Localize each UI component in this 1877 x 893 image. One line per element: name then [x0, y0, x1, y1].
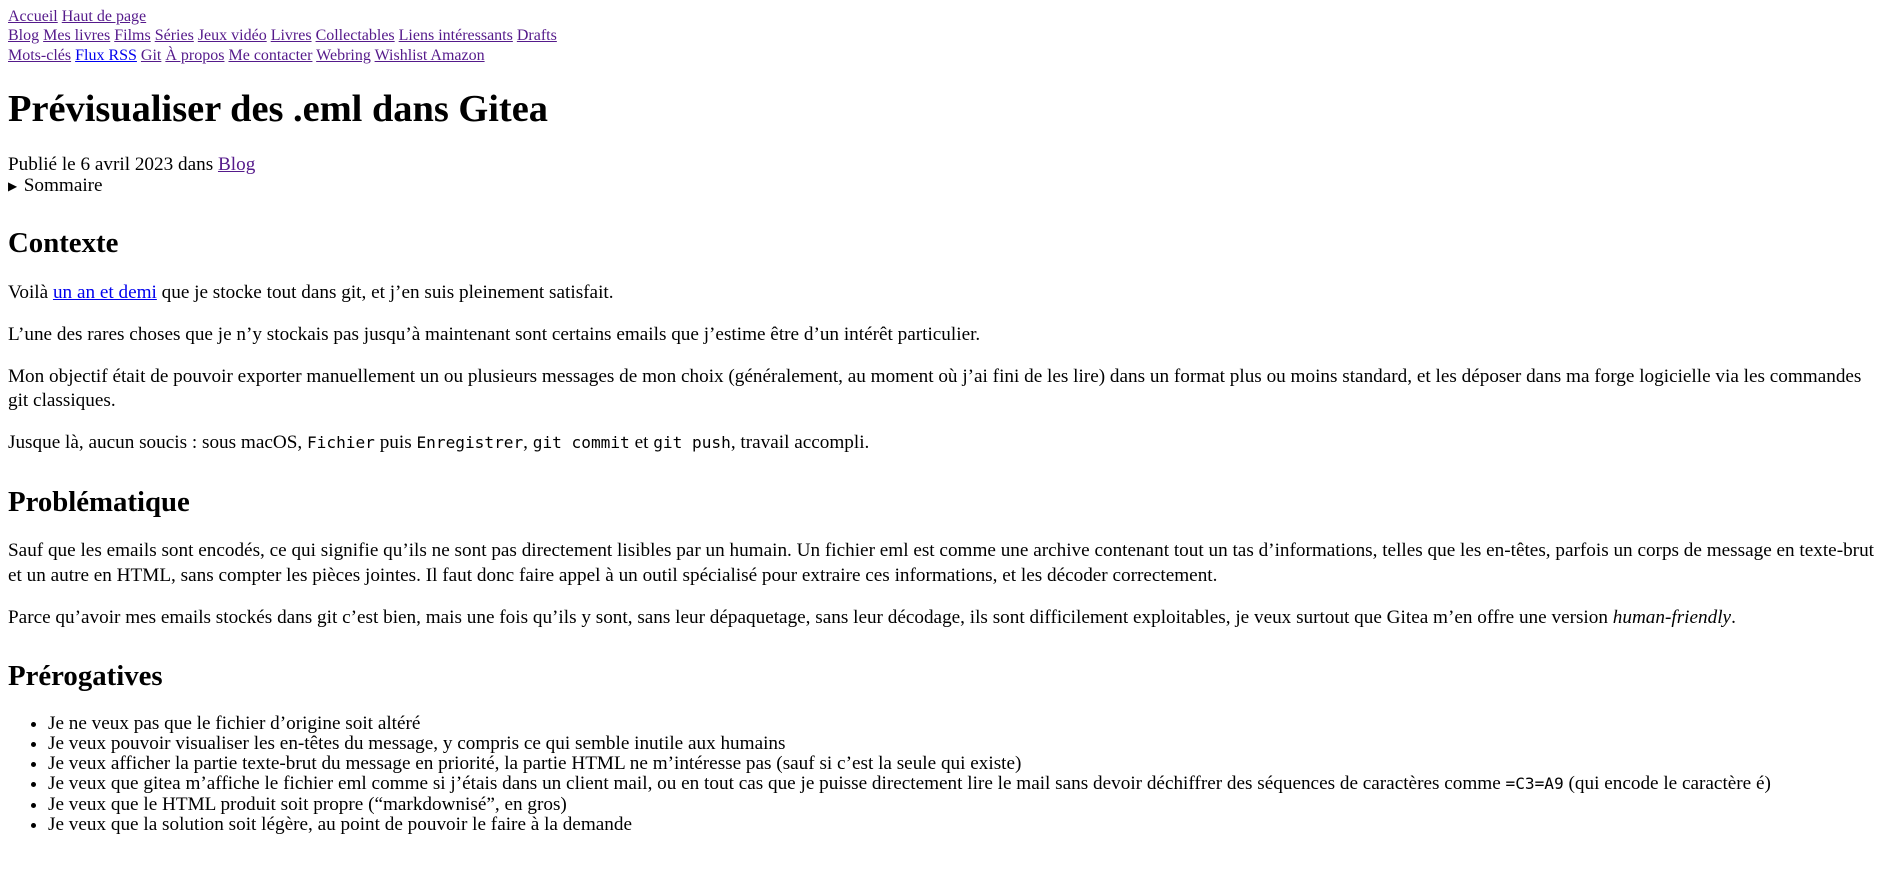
category-link[interactable]: Blog [217, 154, 256, 176]
nav-link-livres[interactable]: Livres [270, 27, 312, 45]
section-heading-contexte: Contexte [8, 227, 119, 259]
post-meta [8, 155, 1877, 176]
paragraph: L’une des rares choses que je n’y stockais pas jusqu’à maintenant sont certains emails que j’estime être d’un intérêt particulier. [8, 323, 981, 345]
nav-link-blog[interactable]: Blog [8, 27, 40, 45]
inline-code: Enregistrer [416, 433, 524, 453]
nav-link-git[interactable]: Git [140, 46, 162, 64]
toc-summary[interactable] [8, 176, 1877, 197]
nav-link-me-contacter[interactable]: Me contacter [228, 46, 313, 64]
nav-link-liens-interessants[interactable]: Liens intéressants [398, 27, 513, 45]
nav-link-films[interactable]: Films [114, 27, 151, 45]
inline-code: git commit [532, 433, 630, 453]
list-item: • Je veux pouvoir visualiser les en-têtes du message, y compris ce qui semble inutile aux humains [48, 734, 1877, 754]
nav-link-webring[interactable]: Webring [316, 46, 371, 64]
nav-row-utility [8, 7, 1877, 26]
inline-code: =C3=A9 [1505, 774, 1564, 794]
inline-code: git push [653, 433, 731, 453]
article [8, 87, 1877, 834]
paragraph: Sauf que les emails sont encodés, ce qui signifie qu’ils ne sont pas directement lisibles par un humain. Un fichier eml est comme une archive contenant tout un tas d’informations, telles que les en-têtes, parfois un corps de message en texte-brut et un autre en HTML, sans compter les pièces jointes. Il faut donc faire appel à un outil spécialisé pour extraire ces informations, et les décoder correctement. [8, 540, 1874, 586]
inline-link[interactable]: un an et demi [52, 281, 157, 303]
table-of-contents [8, 176, 1877, 197]
nav-link-a-propos[interactable]: À propos [165, 46, 225, 64]
nav-link-collectables[interactable]: Collectables [315, 27, 395, 45]
nav-link-mes-livres[interactable]: Mes livres [43, 27, 111, 45]
toc-summary-label: Sommaire [23, 175, 103, 197]
nav-link-series[interactable]: Séries [154, 27, 194, 45]
list-item: • Je veux que le HTML produit soit propre (“markdownisé”, en gros) [48, 795, 1877, 815]
paragraph: Jusque là, aucun soucis : sous macOS, Fichier puis Enregistrer, git commit et git push, travail accompli. [8, 432, 870, 454]
paragraph: Parce qu’avoir mes emails stockés dans git c’est bien, mais une fois qu’ils y sont, sans leur dépaquetage, sans leur décodage, ils sont difficilement exploitables, je veux surtout que Gitea m’en offre une version human-friendly. [8, 606, 1736, 628]
inline-code: Fichier [306, 433, 375, 453]
page-title: Prévisualiser des .eml dans Gitea [8, 88, 548, 131]
emphasis-text: human-friendly [1612, 606, 1732, 628]
article-body [8, 227, 1877, 835]
nav-link-wishlist-amazon[interactable]: Wishlist Amazon [374, 46, 485, 64]
section-heading-prerogatives: Prérogatives [8, 660, 163, 693]
nav-link-flux-rss[interactable]: Flux RSS [75, 46, 137, 64]
nav-link-drafts[interactable]: Drafts [516, 27, 557, 45]
paragraph: Voilà un an et demi que je stocke tout dans git, et j’en suis pleinement satisfait. [8, 281, 614, 303]
list-item: • Je veux afficher la partie texte-brut du message en priorité, la partie HTML ne m’intéresse pas (sauf si c’est la seule qui existe) [48, 754, 1877, 774]
section-heading-problematique: Problématique [8, 485, 190, 518]
list-item: • Je veux que la solution soit légère, au point de pouvoir le faire à la demande [48, 815, 1877, 835]
site-nav [8, 7, 1877, 65]
disclosure-triangle-icon: ▶ [8, 178, 18, 193]
list-item: • Je ne veux pas que le fichier d’origine soit altéré [48, 714, 1877, 734]
nav-row-primary [8, 26, 1877, 45]
nav-link-jeux-video[interactable]: Jeux vidéo [197, 27, 267, 45]
nav-link-accueil[interactable]: Accueil [8, 8, 58, 25]
post-meta-text: Publié le 6 avril 2023 dans [8, 154, 218, 176]
list-item: • Je veux que gitea m’affiche le fichier eml comme si j’étais dans un client mail, ou en tout cas que je puisse directement lire le mail sans devoir déchiffrer des séquences de caractères comme =C3=A9 (qui encode le caractère é) [48, 774, 1877, 794]
nav-row-secondary [8, 46, 1877, 65]
paragraph: Mon objectif était de pouvoir exporter manuellement un ou plusieurs messages de mon choix (généralement, au moment où j’ai fini de les lire) dans un format plus ou moins standard, et les déposer dans ma forge logicielle via les commandes git classiques. [8, 365, 1862, 412]
nav-link-mots-cles[interactable]: Mots-clés [8, 46, 72, 64]
nav-link-haut-de-page[interactable]: Haut de page [61, 8, 147, 25]
prerogatives-list [8, 714, 1877, 835]
